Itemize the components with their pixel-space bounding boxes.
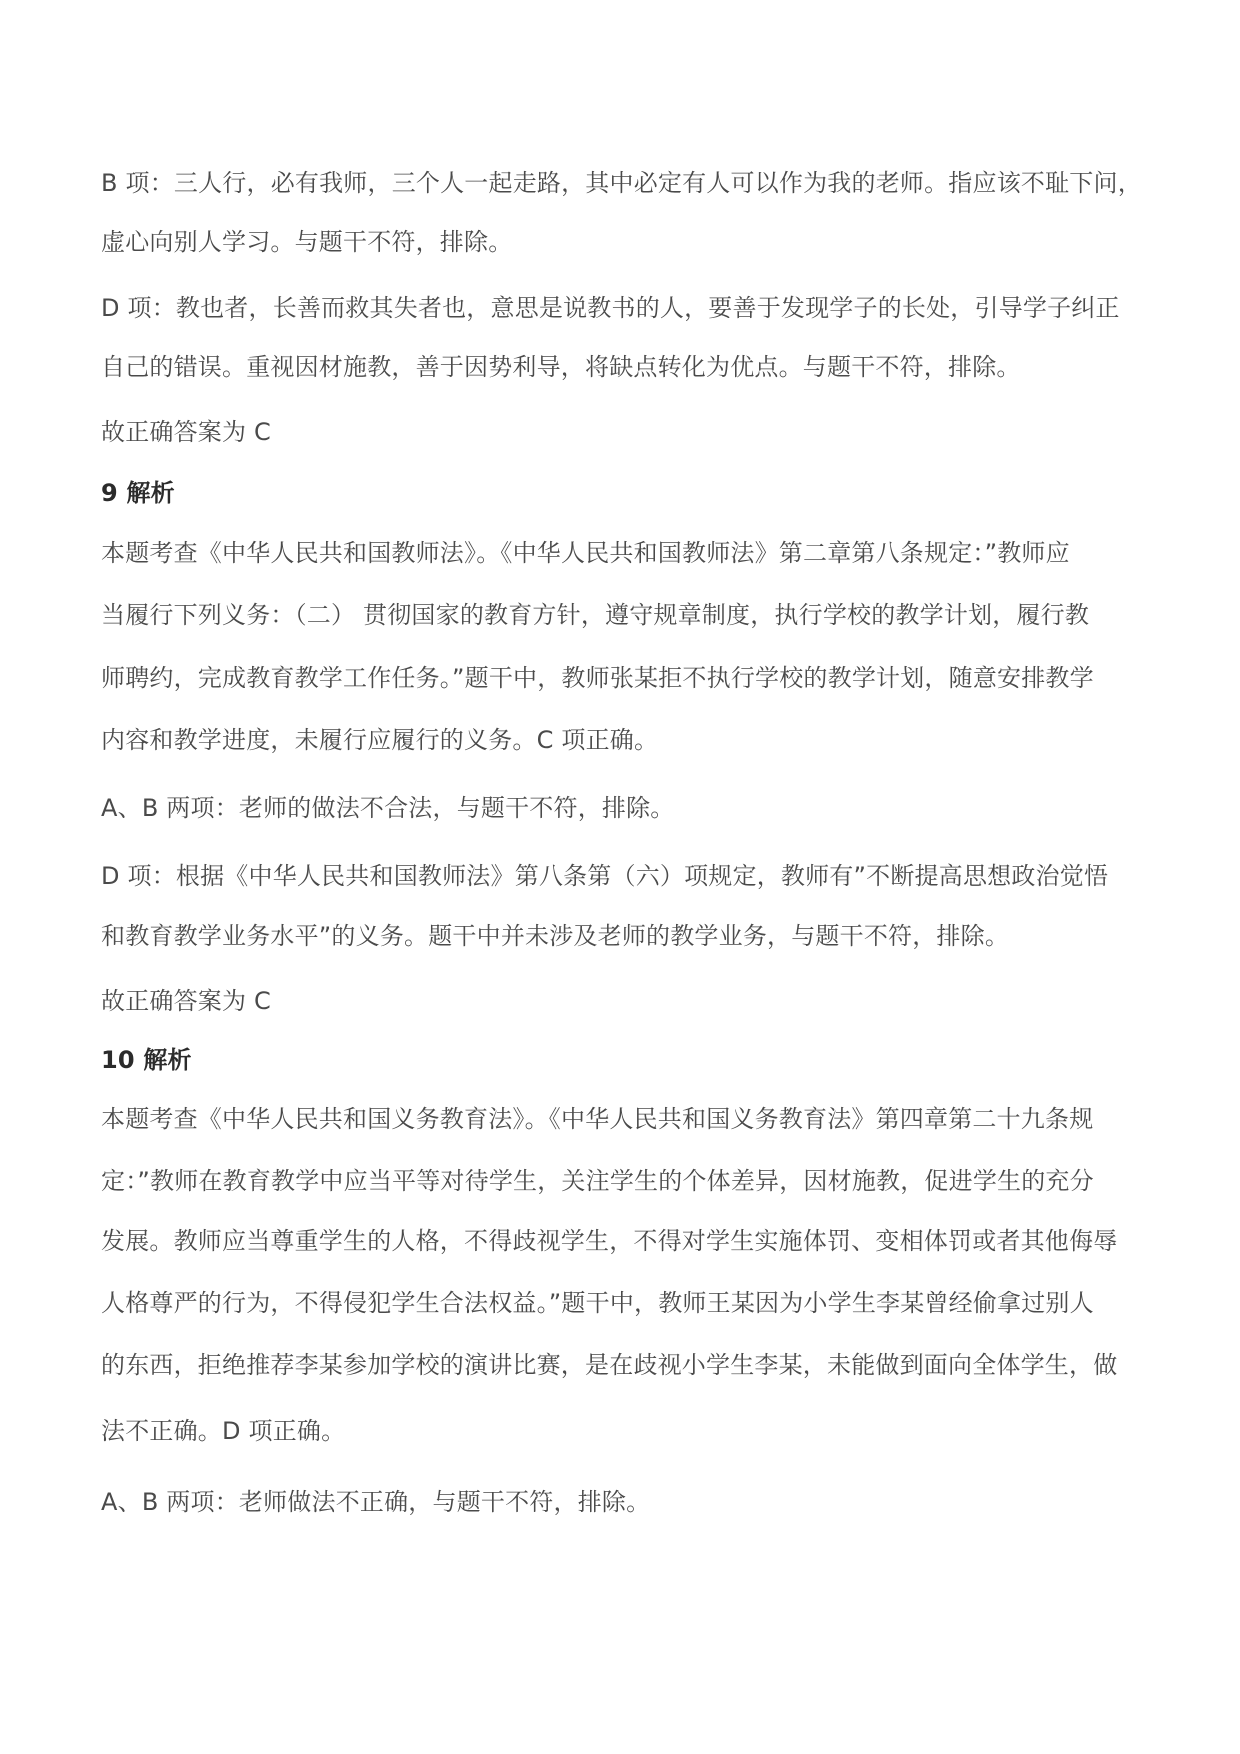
section10-body-line-4: 人格尊严的行为，不得侵犯学生合法权益。”题干中，教师王某因为小学生李某曾经偷拿过别人 — [101, 1289, 1094, 1317]
section9-heading: 9 解析 — [101, 479, 175, 507]
section10-body-line-3: 发展。教师应当尊重学生的人格，不得歧视学生，不得对学生实施体罚、变相体罚或者其他侮辱 — [101, 1227, 1118, 1255]
section8-b-item-line-1: B 项：三人行，必有我师，三个人一起走路，其中必定有人可以作为我的老师。指应该不耻下问， — [101, 169, 1142, 197]
section9-answer: 故正确答案为 C — [101, 987, 271, 1015]
section8-b-item-line-2: 虚心向别人学习。与题干不符，排除。 — [101, 228, 513, 256]
section10-heading: 10 解析 — [101, 1046, 192, 1074]
section9-body-line-2: 当履行下列义务：（二） 贯彻国家的教育方针，遵守规章制度，执行学校的教学计划，履行教 — [101, 601, 1090, 629]
section10-body-line-6: 法不正确。D 项正确。 — [101, 1417, 346, 1445]
section9-body-line-3: 师聘约，完成教育教学工作任务。”题干中，教师张某拒不执行学校的教学计划，随意安排教学 — [101, 664, 1094, 692]
section9-d-item-line-2: 和教育教学业务水平”的义务。题干中并未涉及老师的教学业务，与题干不符，排除。 — [101, 922, 1010, 950]
section8-answer: 故正确答案为 C — [101, 418, 271, 446]
section9-d-item-line-1: D 项：根据《中华人民共和国教师法》第八条第（六）项规定，教师有”不断提高思想政治觉悟 — [101, 862, 1109, 890]
section10-body-line-5: 的东西，拒绝推荐李某参加学校的演讲比赛，是在歧视小学生李某，未能做到面向全体学生，做 — [101, 1351, 1118, 1379]
section10-ab-item: A、B 两项：老师做法不正确，与题干不符，排除。 — [101, 1488, 651, 1516]
section9-body-line-4: 内容和教学进度，未履行应履行的义务。C 项正确。 — [101, 726, 659, 754]
section10-body-line-1: 本题考查《中华人民共和国义务教育法》。《中华人民共和国义务教育法》第四章第二十九条规 — [101, 1105, 1094, 1133]
section10-body-line-2: 定：”教师在教育教学中应当平等对待学生，关注学生的个体差异，因材施教，促进学生的充分 — [101, 1167, 1094, 1195]
section8-d-item-line-1: D 项：教也者，长善而救其失者也，意思是说教书的人，要善于发现学子的长处，引导学子纠正 — [101, 294, 1120, 322]
section9-ab-item: A、B 两项：老师的做法不合法，与题干不符，排除。 — [101, 794, 675, 822]
section9-body-line-1: 本题考查《中华人民共和国教师法》。《中华人民共和国教师法》第二章第八条规定：”教师应 — [101, 539, 1070, 567]
section8-d-item-line-2: 自己的错误。重视因材施教，善于因势利导，将缺点转化为优点。与题干不符，排除。 — [101, 353, 1021, 381]
